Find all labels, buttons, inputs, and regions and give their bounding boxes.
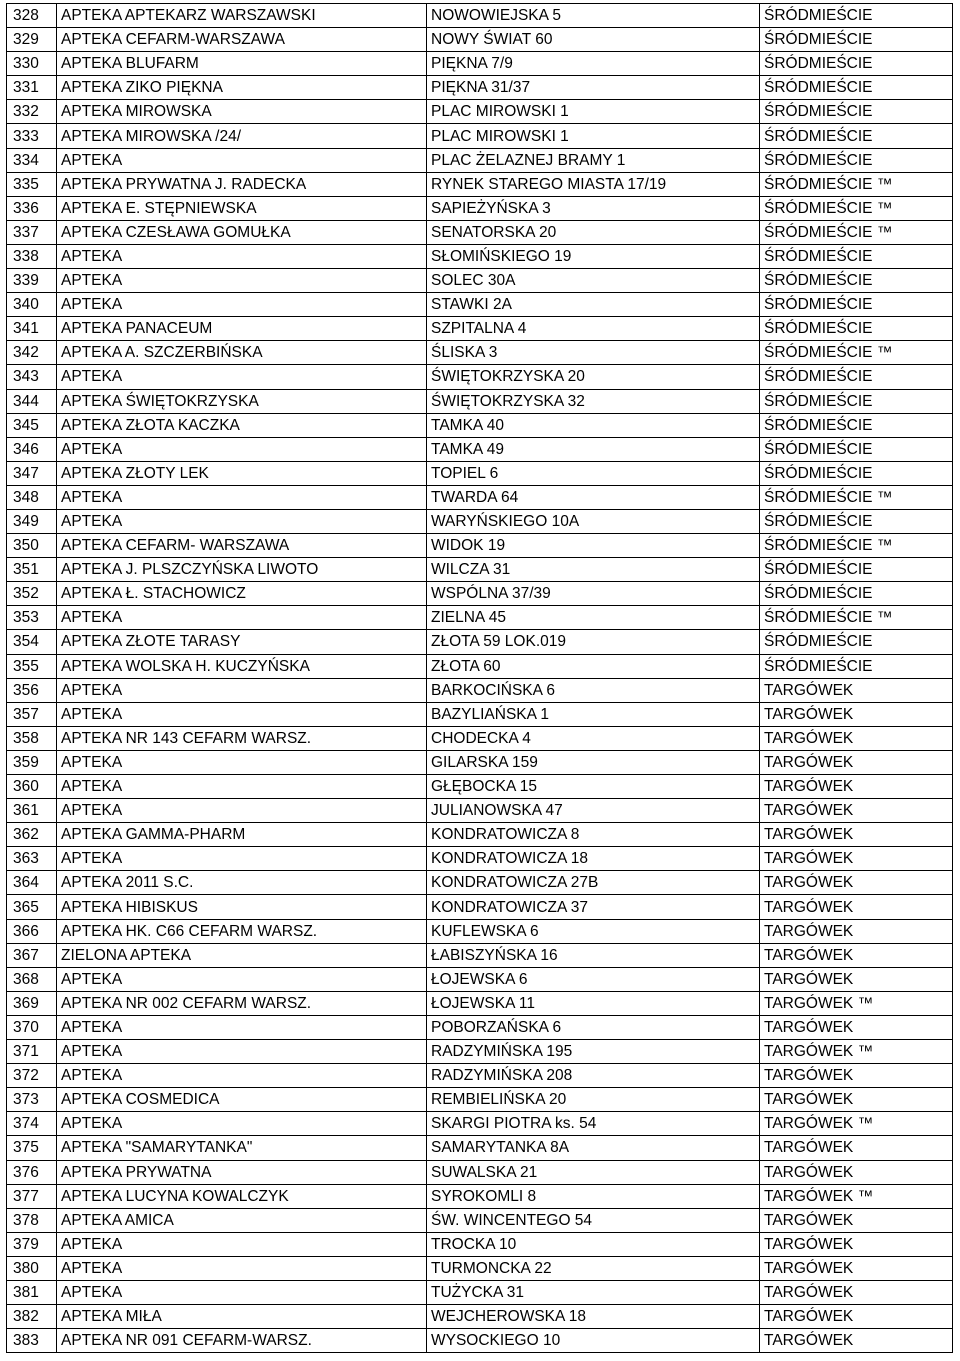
table-row (7, 606, 953, 630)
row-number-cell: 372 (7, 1064, 57, 1088)
district-cell: TARGÓWEK (760, 1064, 953, 1088)
pharmacy-name-cell: APTEKA (57, 1064, 427, 1088)
pharmacy-name-cell: APTEKA (57, 1015, 427, 1039)
district-cell: TARGÓWEK (760, 1160, 953, 1184)
address-cell: NOWY ŚWIAT 60 (427, 28, 760, 52)
table-row (7, 148, 953, 172)
row-number-cell: 343 (7, 365, 57, 389)
row-number-cell: 342 (7, 341, 57, 365)
address-cell: ŁOJEWSKA 6 (427, 967, 760, 991)
district-cell: TARGÓWEK ™ (760, 1184, 953, 1208)
row-number-cell: 366 (7, 919, 57, 943)
district-cell: ŚRÓDMIEŚCIE (760, 244, 953, 268)
district-cell: TARGÓWEK (760, 919, 953, 943)
address-cell: SŁOMIŃSKIEGO 19 (427, 244, 760, 268)
table-row (7, 967, 953, 991)
address-cell: TUŻYCKA 31 (427, 1280, 760, 1304)
table-row (7, 582, 953, 606)
pharmacy-name-cell: APTEKA (57, 967, 427, 991)
address-cell: TAMKA 40 (427, 413, 760, 437)
row-number-cell: 348 (7, 485, 57, 509)
row-number-cell: 376 (7, 1160, 57, 1184)
pharmacy-name-cell: APTEKA ŚWIĘTOKRZYSKA (57, 389, 427, 413)
row-number-cell: 346 (7, 437, 57, 461)
district-cell: ŚRÓDMIEŚCIE ™ (760, 606, 953, 630)
table-row (7, 750, 953, 774)
row-number-cell: 368 (7, 967, 57, 991)
district-cell: ŚRÓDMIEŚCIE (760, 509, 953, 533)
district-cell: ŚRÓDMIEŚCIE (760, 365, 953, 389)
district-cell: TARGÓWEK (760, 775, 953, 799)
address-cell: SZPITALNA 4 (427, 317, 760, 341)
pharmacy-name-cell: APTEKA MIROWSKA (57, 100, 427, 124)
address-cell: SOLEC 30A (427, 269, 760, 293)
row-number-cell: 359 (7, 750, 57, 774)
district-cell: TARGÓWEK ™ (760, 1040, 953, 1064)
address-cell: WARYŃSKIEGO 10A (427, 509, 760, 533)
row-number-cell: 333 (7, 124, 57, 148)
district-cell: TARGÓWEK (760, 799, 953, 823)
address-cell: GŁĘBOCKA 15 (427, 775, 760, 799)
table-row (7, 1088, 953, 1112)
row-number-cell: 345 (7, 413, 57, 437)
district-cell: TARGÓWEK (760, 726, 953, 750)
district-cell: TARGÓWEK (760, 750, 953, 774)
district-cell: ŚRÓDMIEŚCIE ™ (760, 172, 953, 196)
address-cell: PLAC ŻELAZNEJ BRAMY 1 (427, 148, 760, 172)
pharmacy-name-cell: APTEKA MIROWSKA /24/ (57, 124, 427, 148)
address-cell: CHODECKA 4 (427, 726, 760, 750)
pharmacy-name-cell: APTEKA (57, 775, 427, 799)
district-cell: ŚRÓDMIEŚCIE (760, 461, 953, 485)
district-cell: TARGÓWEK (760, 1256, 953, 1280)
pharmacy-name-cell: APTEKA (57, 1256, 427, 1280)
district-cell: ŚRÓDMIEŚCIE (760, 582, 953, 606)
pharmacy-name-cell: APTEKA PANACEUM (57, 317, 427, 341)
table-row (7, 702, 953, 726)
district-cell: ŚRÓDMIEŚCIE (760, 28, 953, 52)
address-cell: SAMARYTANKA 8A (427, 1136, 760, 1160)
address-cell: KUFLEWSKA 6 (427, 919, 760, 943)
pharmacy-name-cell: APTEKA (57, 269, 427, 293)
row-number-cell: 356 (7, 678, 57, 702)
district-cell: TARGÓWEK (760, 895, 953, 919)
district-cell: TARGÓWEK (760, 1329, 953, 1353)
row-number-cell: 329 (7, 28, 57, 52)
pharmacy-name-cell: APTEKA NR 002 CEFARM WARSZ. (57, 991, 427, 1015)
address-cell: WILCZA 31 (427, 558, 760, 582)
row-number-cell: 344 (7, 389, 57, 413)
pharmacy-name-cell: APTEKA AMICA (57, 1208, 427, 1232)
row-number-cell: 382 (7, 1305, 57, 1329)
pharmacy-name-cell: APTEKA ZIKO PIĘKNA (57, 76, 427, 100)
row-number-cell: 355 (7, 654, 57, 678)
table-row (7, 100, 953, 124)
address-cell: SKARGI PIOTRA ks. 54 (427, 1112, 760, 1136)
address-cell: POBORZAŃSKA 6 (427, 1015, 760, 1039)
pharmacy-name-cell: APTEKA E. STĘPNIEWSKA (57, 196, 427, 220)
table-row (7, 1208, 953, 1232)
row-number-cell: 350 (7, 534, 57, 558)
address-cell: SAPIEŻYŃSKA 3 (427, 196, 760, 220)
row-number-cell: 338 (7, 244, 57, 268)
pharmacy-name-cell: APTEKA PRYWATNA J. RADECKA (57, 172, 427, 196)
district-cell: ŚRÓDMIEŚCIE (760, 269, 953, 293)
pharmacy-table-body (7, 4, 953, 1353)
table-row (7, 413, 953, 437)
pharmacy-name-cell: APTEKA HK. C66 CEFARM WARSZ. (57, 919, 427, 943)
pharmacy-name-cell: ZIELONA APTEKA (57, 943, 427, 967)
pharmacy-name-cell: APTEKA ZŁOTE TARASY (57, 630, 427, 654)
district-cell: TARGÓWEK (760, 1280, 953, 1304)
table-row (7, 389, 953, 413)
row-number-cell: 383 (7, 1329, 57, 1353)
district-cell: TARGÓWEK (760, 1015, 953, 1039)
address-cell: PLAC MIROWSKI 1 (427, 100, 760, 124)
pharmacy-name-cell: APTEKA Ł. STACHOWICZ (57, 582, 427, 606)
address-cell: PLAC MIROWSKI 1 (427, 124, 760, 148)
table-row (7, 437, 953, 461)
district-cell: ŚRÓDMIEŚCIE ™ (760, 196, 953, 220)
row-number-cell: 378 (7, 1208, 57, 1232)
address-cell: REMBIELIŃSKA 20 (427, 1088, 760, 1112)
pharmacy-name-cell: APTEKA ZŁOTY LEK (57, 461, 427, 485)
row-number-cell: 358 (7, 726, 57, 750)
district-cell: ŚRÓDMIEŚCIE ™ (760, 485, 953, 509)
row-number-cell: 331 (7, 76, 57, 100)
district-cell: TARGÓWEK (760, 847, 953, 871)
pharmacy-name-cell: APTEKA (57, 509, 427, 533)
table-row (7, 269, 953, 293)
table-row (7, 1232, 953, 1256)
pharmacy-name-cell: APTEKA (57, 365, 427, 389)
row-number-cell: 341 (7, 317, 57, 341)
district-cell: TARGÓWEK (760, 1232, 953, 1256)
table-row (7, 630, 953, 654)
district-cell: TARGÓWEK (760, 823, 953, 847)
district-cell: TARGÓWEK (760, 1305, 953, 1329)
table-row (7, 919, 953, 943)
address-cell: WEJCHEROWSKA 18 (427, 1305, 760, 1329)
district-cell: TARGÓWEK ™ (760, 991, 953, 1015)
address-cell: ŚWIĘTOKRZYSKA 32 (427, 389, 760, 413)
table-row (7, 1040, 953, 1064)
pharmacy-name-cell: APTEKA (57, 293, 427, 317)
row-number-cell: 380 (7, 1256, 57, 1280)
pharmacy-name-cell: APTEKA "SAMARYTANKA" (57, 1136, 427, 1160)
row-number-cell: 374 (7, 1112, 57, 1136)
row-number-cell: 339 (7, 269, 57, 293)
pharmacy-name-cell: APTEKA (57, 485, 427, 509)
row-number-cell: 375 (7, 1136, 57, 1160)
district-cell: TARGÓWEK ™ (760, 1112, 953, 1136)
address-cell: PIĘKNA 7/9 (427, 52, 760, 76)
row-number-cell: 336 (7, 196, 57, 220)
table-row (7, 654, 953, 678)
row-number-cell: 361 (7, 799, 57, 823)
pharmacy-name-cell: APTEKA A. SZCZERBIŃSKA (57, 341, 427, 365)
row-number-cell: 328 (7, 4, 57, 28)
pharmacy-name-cell: APTEKA ZŁOTA KACZKA (57, 413, 427, 437)
address-cell: RYNEK STAREGO MIASTA 17/19 (427, 172, 760, 196)
table-row (7, 871, 953, 895)
table-row (7, 847, 953, 871)
address-cell: SENATORSKA 20 (427, 220, 760, 244)
table-row (7, 244, 953, 268)
pharmacy-name-cell: APTEKA LUCYNA KOWALCZYK (57, 1184, 427, 1208)
row-number-cell: 340 (7, 293, 57, 317)
table-row (7, 293, 953, 317)
table-row (7, 172, 953, 196)
district-cell: TARGÓWEK (760, 1136, 953, 1160)
table-row (7, 461, 953, 485)
district-cell: ŚRÓDMIEŚCIE (760, 437, 953, 461)
table-row (7, 509, 953, 533)
row-number-cell: 337 (7, 220, 57, 244)
table-row (7, 1329, 953, 1353)
pharmacy-name-cell: APTEKA (57, 1112, 427, 1136)
table-row (7, 76, 953, 100)
address-cell: WSPÓLNA 37/39 (427, 582, 760, 606)
address-cell: TAMKA 49 (427, 437, 760, 461)
table-row (7, 1136, 953, 1160)
row-number-cell: 360 (7, 775, 57, 799)
pharmacy-table (6, 3, 953, 1353)
district-cell: ŚRÓDMIEŚCIE ™ (760, 341, 953, 365)
row-number-cell: 365 (7, 895, 57, 919)
district-cell: ŚRÓDMIEŚCIE (760, 389, 953, 413)
address-cell: WYSOCKIEGO 10 (427, 1329, 760, 1353)
address-cell: TROCKA 10 (427, 1232, 760, 1256)
table-row (7, 1015, 953, 1039)
row-number-cell: 353 (7, 606, 57, 630)
table-row (7, 52, 953, 76)
pharmacy-name-cell: APTEKA NR 091 CEFARM-WARSZ. (57, 1329, 427, 1353)
address-cell: WIDOK 19 (427, 534, 760, 558)
row-number-cell: 334 (7, 148, 57, 172)
table-row (7, 1160, 953, 1184)
table-row (7, 124, 953, 148)
address-cell: ŚW. WINCENTEGO 54 (427, 1208, 760, 1232)
pharmacy-name-cell: APTEKA (57, 799, 427, 823)
row-number-cell: 381 (7, 1280, 57, 1304)
pharmacy-name-cell: APTEKA (57, 847, 427, 871)
address-cell: ZIELNA 45 (427, 606, 760, 630)
address-cell: ŚLISKA 3 (427, 341, 760, 365)
row-number-cell: 357 (7, 702, 57, 726)
table-row (7, 196, 953, 220)
pharmacy-name-cell: APTEKA (57, 148, 427, 172)
district-cell: ŚRÓDMIEŚCIE (760, 317, 953, 341)
table-row (7, 943, 953, 967)
row-number-cell: 330 (7, 52, 57, 76)
district-cell: ŚRÓDMIEŚCIE ™ (760, 220, 953, 244)
pharmacy-name-cell: APTEKA COSMEDICA (57, 1088, 427, 1112)
row-number-cell: 370 (7, 1015, 57, 1039)
pharmacy-name-cell: APTEKA CZESŁAWA GOMUŁKA (57, 220, 427, 244)
district-cell: TARGÓWEK (760, 678, 953, 702)
pharmacy-name-cell: APTEKA (57, 1232, 427, 1256)
pharmacy-name-cell: APTEKA (57, 750, 427, 774)
pharmacy-name-cell: APTEKA BLUFARM (57, 52, 427, 76)
pharmacy-name-cell: APTEKA (57, 702, 427, 726)
pharmacy-name-cell: APTEKA (57, 244, 427, 268)
table-row (7, 895, 953, 919)
pharmacy-name-cell: APTEKA (57, 1040, 427, 1064)
row-number-cell: 349 (7, 509, 57, 533)
row-number-cell: 347 (7, 461, 57, 485)
table-row (7, 1184, 953, 1208)
table-row (7, 4, 953, 28)
pharmacy-name-cell: APTEKA CEFARM- WARSZAWA (57, 534, 427, 558)
table-row (7, 775, 953, 799)
table-row (7, 991, 953, 1015)
address-cell: ZŁOTA 60 (427, 654, 760, 678)
address-cell: TWARDA 64 (427, 485, 760, 509)
address-cell: TOPIEL 6 (427, 461, 760, 485)
row-number-cell: 369 (7, 991, 57, 1015)
table-row (7, 799, 953, 823)
row-number-cell: 377 (7, 1184, 57, 1208)
pharmacy-name-cell: APTEKA WOLSKA H. KUCZYŃSKA (57, 654, 427, 678)
district-cell: TARGÓWEK (760, 702, 953, 726)
pharmacy-name-cell: APTEKA CEFARM-WARSZAWA (57, 28, 427, 52)
district-cell: ŚRÓDMIEŚCIE (760, 52, 953, 76)
row-number-cell: 373 (7, 1088, 57, 1112)
pharmacy-name-cell: APTEKA (57, 437, 427, 461)
pharmacy-name-cell: APTEKA MIŁA (57, 1305, 427, 1329)
pharmacy-name-cell: APTEKA (57, 606, 427, 630)
table-row (7, 1256, 953, 1280)
table-row (7, 558, 953, 582)
table-row (7, 341, 953, 365)
pharmacy-name-cell: APTEKA APTEKARZ WARSZAWSKI (57, 4, 427, 28)
address-cell: JULIANOWSKA 47 (427, 799, 760, 823)
district-cell: ŚRÓDMIEŚCIE (760, 630, 953, 654)
district-cell: ŚRÓDMIEŚCIE (760, 76, 953, 100)
table-row (7, 678, 953, 702)
address-cell: GILARSKA 159 (427, 750, 760, 774)
district-cell: ŚRÓDMIEŚCIE ™ (760, 534, 953, 558)
row-number-cell: 379 (7, 1232, 57, 1256)
table-row (7, 485, 953, 509)
address-cell: ZŁOTA 59 LOK.019 (427, 630, 760, 654)
district-cell: ŚRÓDMIEŚCIE (760, 558, 953, 582)
pharmacy-name-cell: APTEKA HIBISKUS (57, 895, 427, 919)
address-cell: TURMONCKA 22 (427, 1256, 760, 1280)
row-number-cell: 354 (7, 630, 57, 654)
district-cell: TARGÓWEK (760, 871, 953, 895)
table-row (7, 1305, 953, 1329)
address-cell: SUWALSKA 21 (427, 1160, 760, 1184)
district-cell: ŚRÓDMIEŚCIE (760, 4, 953, 28)
address-cell: SYROKOMLI 8 (427, 1184, 760, 1208)
address-cell: ŚWIĘTOKRZYSKA 20 (427, 365, 760, 389)
pharmacy-name-cell: APTEKA NR 143 CEFARM WARSZ. (57, 726, 427, 750)
pharmacy-name-cell: APTEKA GAMMA-PHARM (57, 823, 427, 847)
district-cell: TARGÓWEK (760, 967, 953, 991)
district-cell: ŚRÓDMIEŚCIE (760, 654, 953, 678)
row-number-cell: 351 (7, 558, 57, 582)
address-cell: KONDRATOWICZA 37 (427, 895, 760, 919)
table-row (7, 317, 953, 341)
table-row (7, 823, 953, 847)
table-row (7, 726, 953, 750)
row-number-cell: 367 (7, 943, 57, 967)
pharmacy-name-cell: APTEKA 2011 S.C. (57, 871, 427, 895)
table-row (7, 1064, 953, 1088)
table-row (7, 365, 953, 389)
district-cell: ŚRÓDMIEŚCIE (760, 124, 953, 148)
row-number-cell: 332 (7, 100, 57, 124)
row-number-cell: 371 (7, 1040, 57, 1064)
address-cell: STAWKI 2A (427, 293, 760, 317)
row-number-cell: 362 (7, 823, 57, 847)
table-row (7, 534, 953, 558)
pharmacy-name-cell: APTEKA (57, 1280, 427, 1304)
address-cell: PIĘKNA 31/37 (427, 76, 760, 100)
address-cell: BAZYLIAŃSKA 1 (427, 702, 760, 726)
row-number-cell: 364 (7, 871, 57, 895)
address-cell: KONDRATOWICZA 8 (427, 823, 760, 847)
district-cell: ŚRÓDMIEŚCIE (760, 100, 953, 124)
address-cell: RADZYMIŃSKA 208 (427, 1064, 760, 1088)
address-cell: KONDRATOWICZA 18 (427, 847, 760, 871)
address-cell: ŁOJEWSKA 11 (427, 991, 760, 1015)
address-cell: NOWOWIEJSKA 5 (427, 4, 760, 28)
address-cell: BARKOCIŃSKA 6 (427, 678, 760, 702)
district-cell: TARGÓWEK (760, 943, 953, 967)
pharmacy-name-cell: APTEKA (57, 678, 427, 702)
address-cell: ŁABISZYŃSKA 16 (427, 943, 760, 967)
district-cell: TARGÓWEK (760, 1208, 953, 1232)
district-cell: ŚRÓDMIEŚCIE (760, 293, 953, 317)
row-number-cell: 335 (7, 172, 57, 196)
table-row (7, 220, 953, 244)
district-cell: ŚRÓDMIEŚCIE (760, 148, 953, 172)
table-row (7, 1280, 953, 1304)
table-row (7, 1112, 953, 1136)
table-row (7, 28, 953, 52)
pharmacy-name-cell: APTEKA J. PLSZCZYŃSKA LIWOTO (57, 558, 427, 582)
row-number-cell: 363 (7, 847, 57, 871)
district-cell: TARGÓWEK (760, 1088, 953, 1112)
district-cell: ŚRÓDMIEŚCIE (760, 413, 953, 437)
row-number-cell: 352 (7, 582, 57, 606)
address-cell: KONDRATOWICZA 27B (427, 871, 760, 895)
pharmacy-name-cell: APTEKA PRYWATNA (57, 1160, 427, 1184)
address-cell: RADZYMIŃSKA 195 (427, 1040, 760, 1064)
